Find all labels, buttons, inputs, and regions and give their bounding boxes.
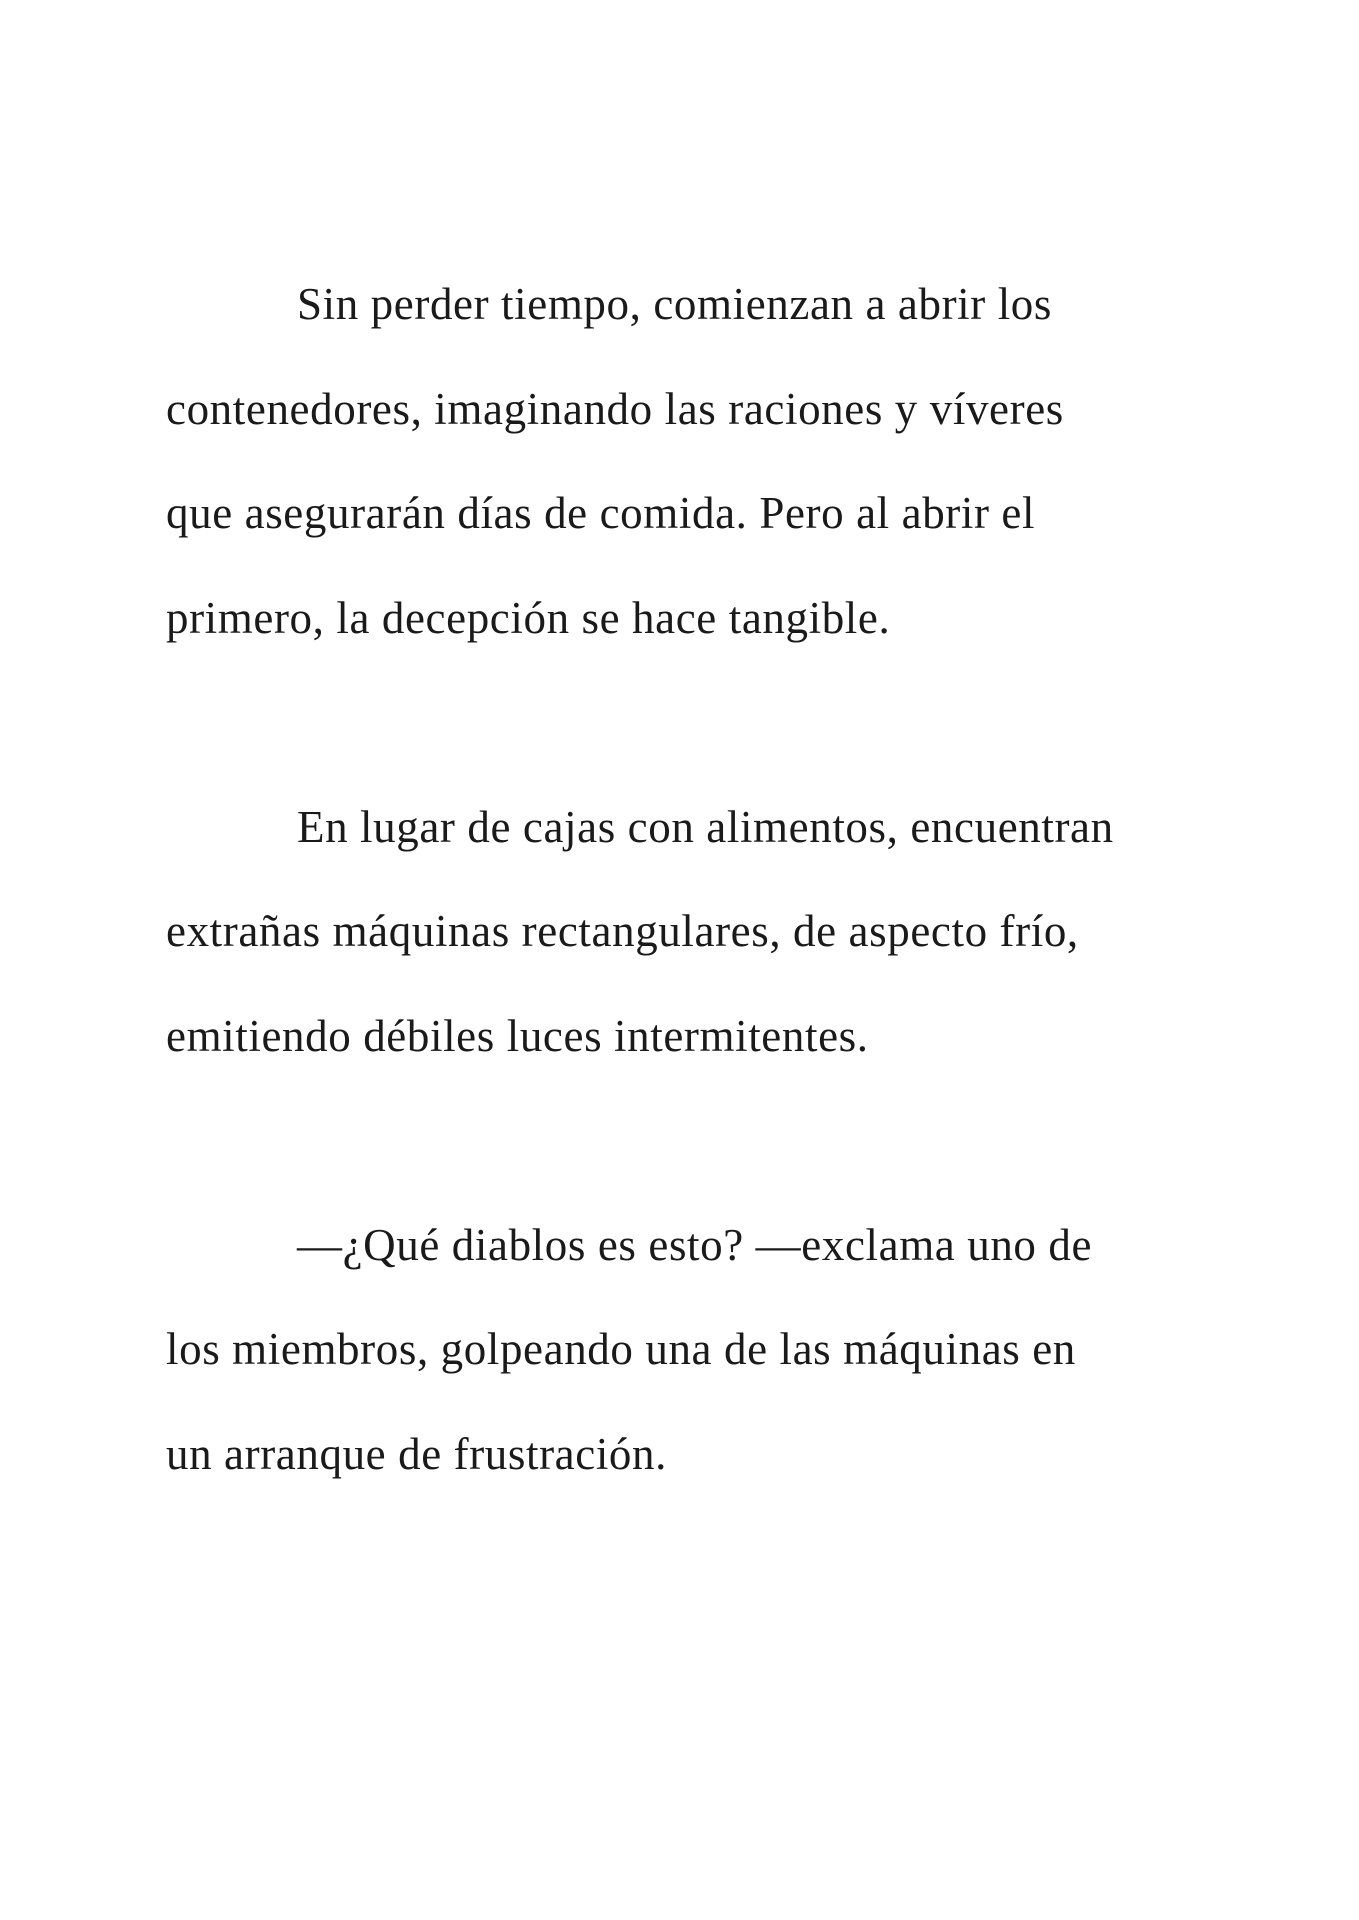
paragraph-line: un arranque de frustración. <box>166 1428 667 1479</box>
paragraph-line: emitiendo débiles luces intermitentes. <box>166 1010 869 1061</box>
paragraph-line: Sin perder tiempo, comienzan a abrir los <box>297 279 1053 329</box>
paragraph-line: primero, la decepción se hace tangible. <box>166 592 891 643</box>
paragraph-1 <box>166 268 1226 686</box>
paragraph-line: contenedores, imaginando las raciones y víveres <box>166 383 1064 434</box>
body-text <box>166 268 1226 1522</box>
paragraph-line: extrañas máquinas rectangulares, de aspecto frío, <box>166 906 1079 956</box>
paragraph-spacer <box>166 686 1226 791</box>
paragraph-line: En lugar de cajas con alimentos, encuentran <box>297 801 1114 852</box>
paragraph-3 <box>166 1209 1226 1523</box>
paragraph-spacer <box>166 1104 1226 1209</box>
paragraph-line: que asegurarán días de comida. Pero al abrir el <box>166 488 1036 538</box>
paragraph-2 <box>166 791 1226 1105</box>
paragraph-line: los miembros, golpeando una de las máquinas en <box>166 1324 1076 1374</box>
paragraph-line: —¿Qué diablos es esto? —exclama uno de <box>297 1219 1093 1270</box>
